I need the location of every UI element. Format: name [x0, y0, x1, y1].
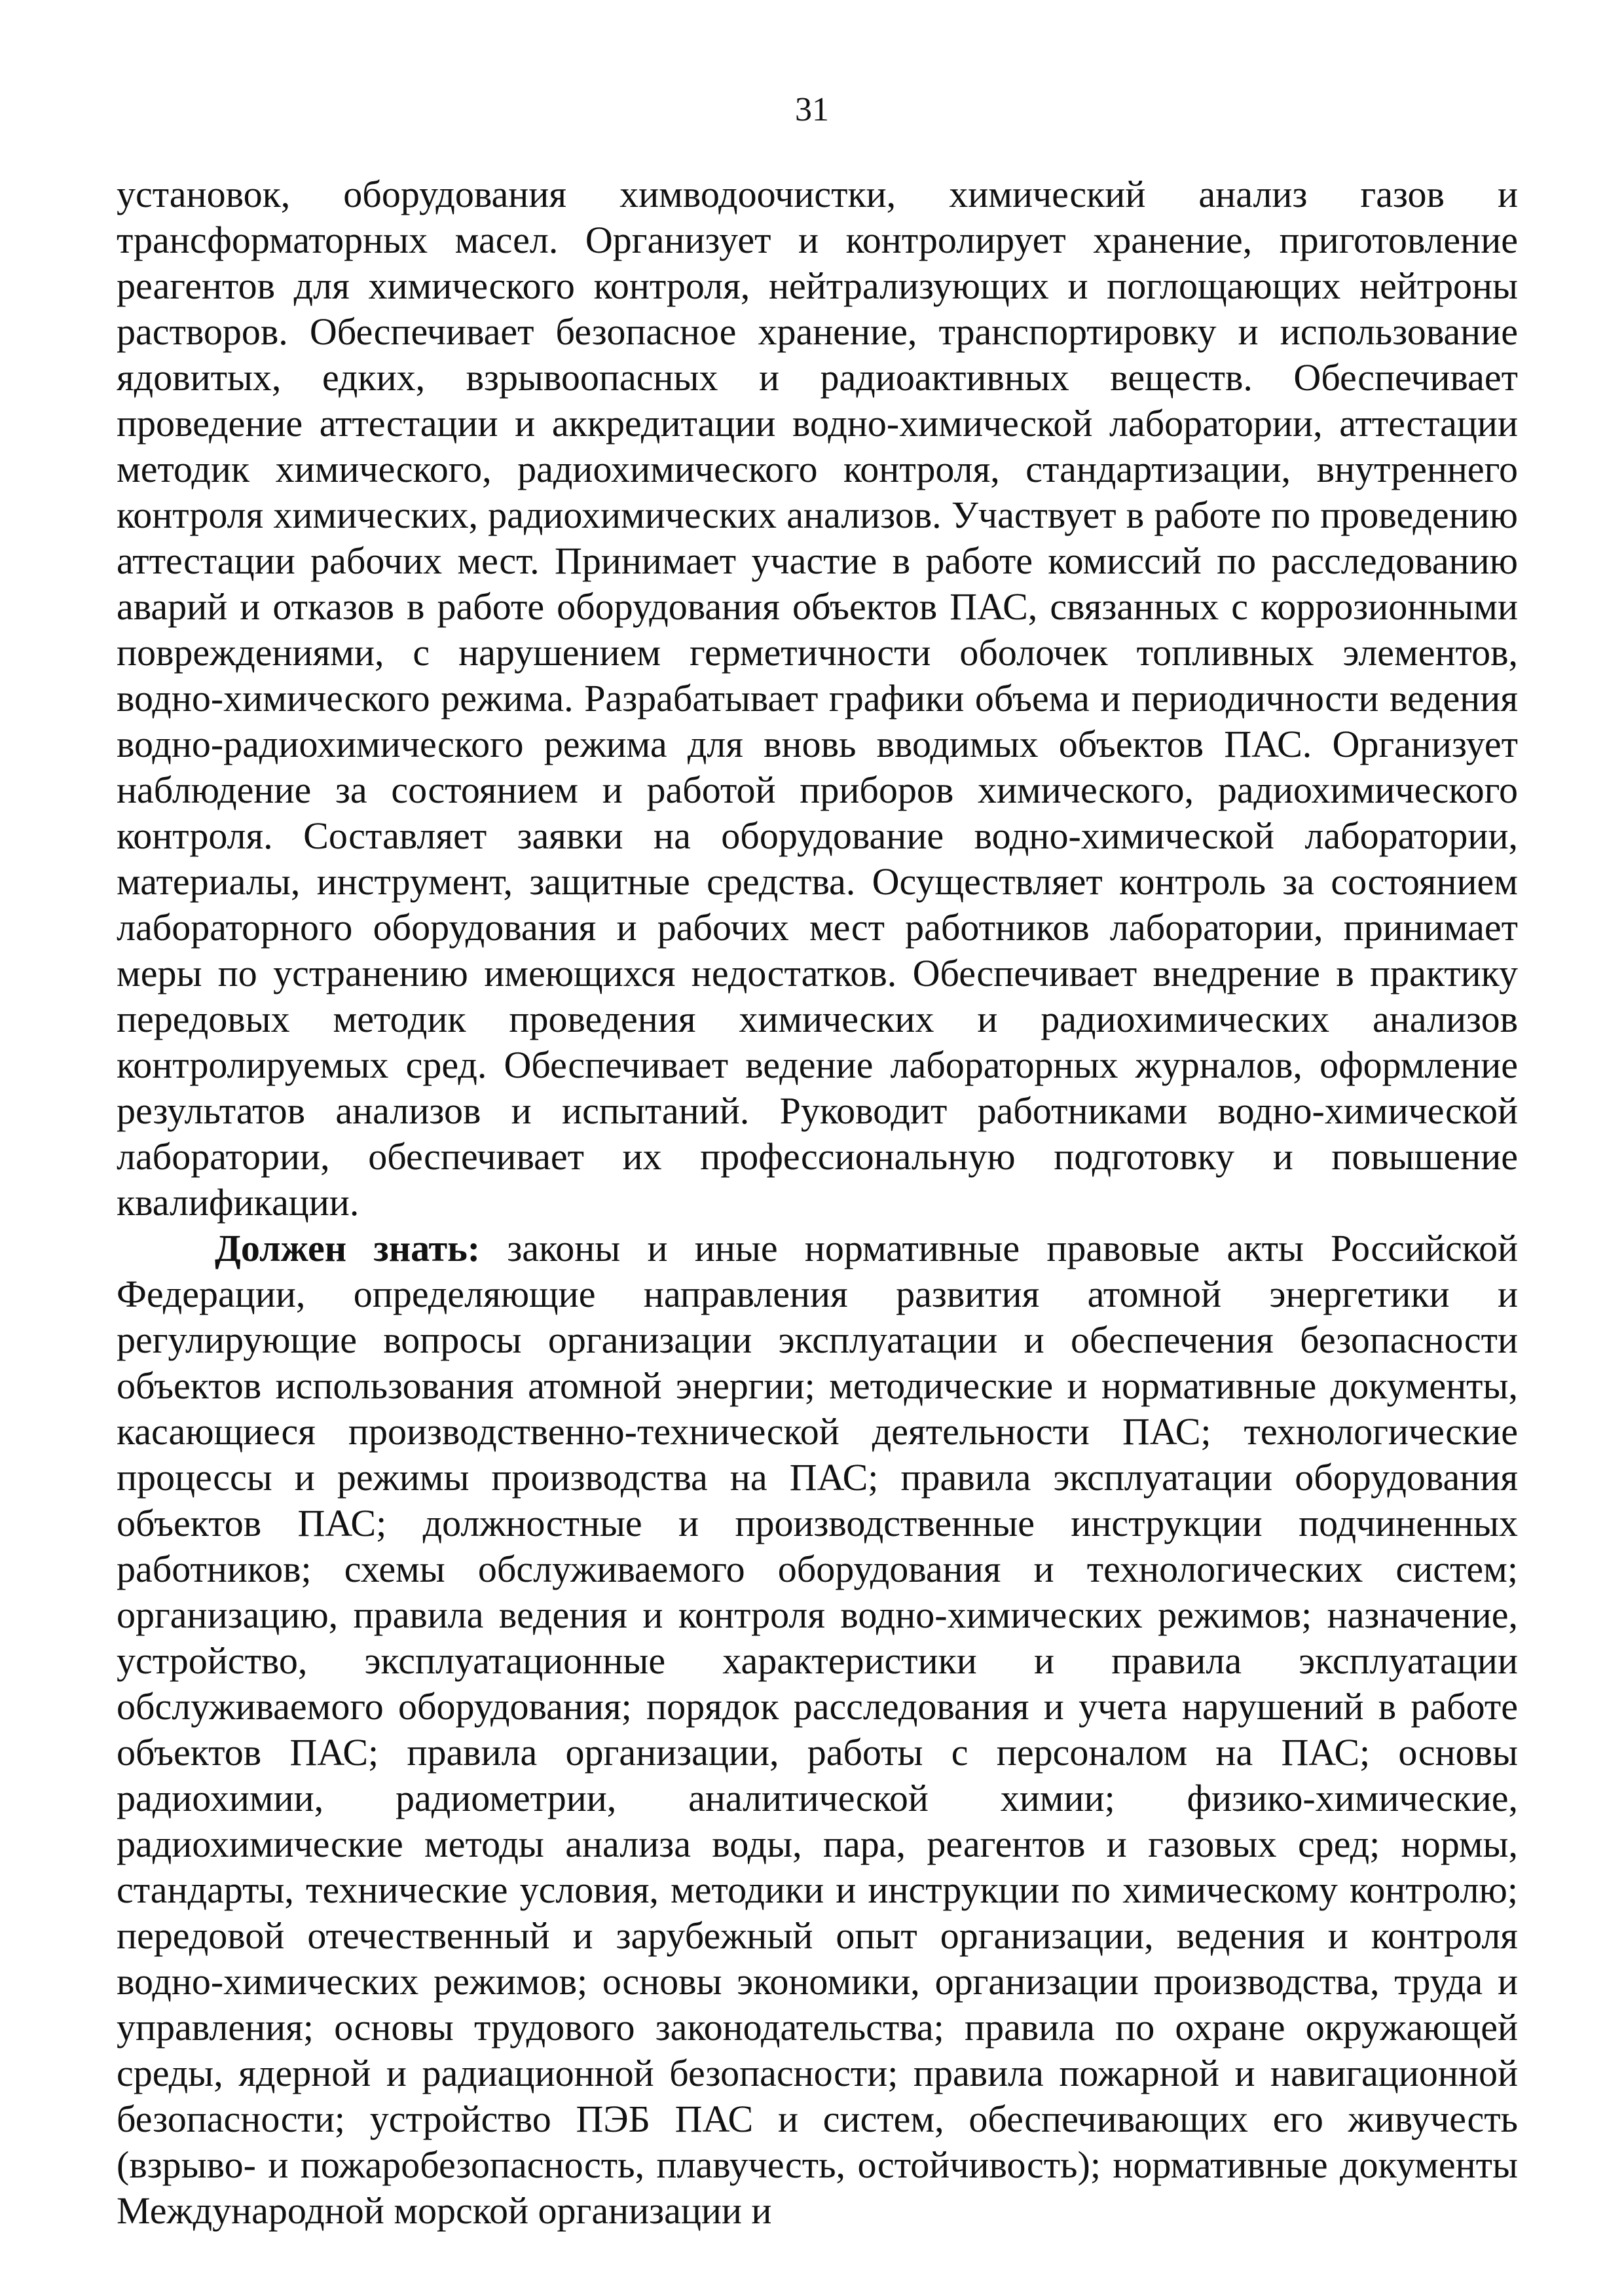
paragraph-duties-continuation: установок, оборудования химводоочистки, химический анализ газов и трансформаторных масел. Организует и контролирует хранение, приготовление реагентов для химического контроля, нейтрализующих и поглощающих нейтроны растворов. Обеспечивает безопасное хранение, транспортировку и использование ядовитых, едких, взрывоопасных и радиоактивных веществ. Обеспечивает проведение аттестации и аккредитации водно-химической лаборатории, аттестации методик химического, радиохимического контроля, стандартизации, внутреннего контроля химических, радиохимических анализов. Участвует в работе по проведению аттестации рабочих мест. Принимает участие в работе комиссий по расследованию аварий и отказов в работе оборудования объектов ПАС, связанных с коррозионными повреждениями, с нарушением герметичности оболочек топливных элементов, водно-химического режима. Разрабатывает графики объема и периодичности ведения водно-радиохимического режима для вновь вводимых объектов ПАС. Организует наблюдение за состоянием и работой приборов химического, радиохимического контроля. Составляет заявки на оборудование водно-химической лаборатории, материалы, инструмент, защитные средства. Осуществляет контроль за состоянием лабораторного оборудования и рабочих мест работников лаборатории, принимает меры по устранению имеющихся недостатков. Обеспечивает внедрение в практику передовых методик проведения химических и радиохимических анализов контролируемых сред. Обеспечивает ведение лабораторных журналов, оформление результатов анализов и испытаний. Руководит работниками водно-химической лаборатории, обеспечивает их профессиональную подготовку и повышение квалификации. [117, 173, 1518, 1224]
paragraph-must-know [117, 1226, 1518, 2234]
must-know-text: законы и иные нормативные правовые акты Российской Федерации, определяющие направления развития атомной энергетики и регулирующие вопросы организации эксплуатации и обеспечения безопасности объектов использования атомной энергии; методические и нормативные документы, касающиеся производственно-технической деятельности ПАС; технологические процессы и режимы производства на ПАС; правила эксплуатации оборудования объектов ПАС; должностные и производственные инструкции подчиненных работников; схемы обслуживаемого оборудования и технологических систем; организацию, правила ведения и контроля водно-химических режимов; назначение, устройство, эксплуатационные характеристики и правила эксплуатации обслуживаемого оборудования; порядок расследования и учета нарушений в работе объектов ПАС; правила организации, работы с персоналом на ПАС; основы радиохимии, радиометрии, аналитической химии; физико-химические, радиохимические методы анализа воды, пара, реагентов и газовых сред; нормы, стандарты, технические условия, методики и инструкции по химическому контролю; передовой отечественный и зарубежный опыт организации, ведения и контроля водно-химических режимов; основы экономики, организации производства, труда и управления; основы трудового законодательства; правила по охране окружающей среды, ядерной и радиационной безопасности; правила пожарной и навигационной безопасности; устройство ПЭБ ПАС и систем, обеспечивающих его живучесть (взрыво- и пожаробезопасность, плавучесть, остойчивость); нормативные документы Международной морской организации и [117, 1227, 1519, 2232]
page-number: 31 [795, 91, 829, 128]
document-body [117, 172, 1518, 2234]
must-know-heading: Должен знать: [215, 1227, 481, 1269]
